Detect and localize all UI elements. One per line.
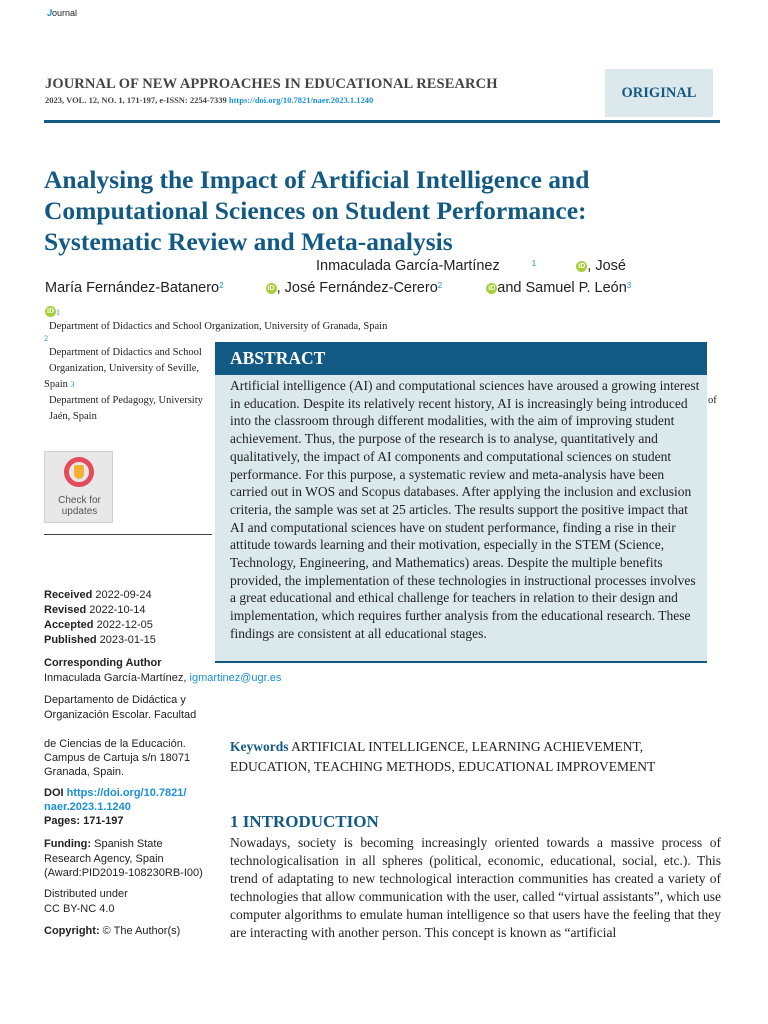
corresponding-address-2: de Ciencias de la Educación. Campus de Cartuja s/n 18071 Granada, Spain.: [44, 738, 191, 778]
affiliation-2: Department of Didactics and School Organization, University of Seville,: [49, 347, 202, 374]
funding-block: Funding: Spanish State Research Agency, Spain (Award:PID2019-108230RB-I00): [44, 838, 203, 879]
article-title: Analysing the Impact of Artificial Intelligence and Computational Sciences on Student Performance: Systematic Review and Meta-analysis: [44, 165, 590, 256]
author-line-2: María Fernández-Batanero$^2$ iD , José Fernández-Cerero$^2$ iD and Samuel P. León$^3$: [45, 280, 632, 296]
abstract-heading: ABSTRACT: [215, 342, 707, 375]
journal-logo: Journal: [47, 8, 78, 18]
abstract-box: [215, 342, 707, 663]
copyright-block: Copyright: © The Author(s): [44, 925, 181, 937]
corresponding-email-link[interactable]: igmartinez@ugr.es: [189, 672, 282, 684]
orcid-line: iD 1: [47, 306, 60, 317]
abstract-text: Artificial intelligence (AI) and computational sciences have aroused a growing interest in education. Despite its relatively recent history, AI is increasingly being introduced into the classroom through different modalities, with the aim of improving student achievement. Thus, the purpose of the research is to analyse, quantitatively and qualitatively, the impact of AI components and computational sciences on student performance. For this purpose, a systematic review and meta-analysis have been carried out in WOS and Scopus databases. After applying the inclusion and exclusion criteria, the sample was set at 25 articles. The results support the positive impact that AI and computational sciences have on student performance, finding a rise in their attitude towards learning and their motivation, especially in the STEM (Science, Technology, Engineering, and Mathematics) areas. Despite the multiple benefits provided, the implementation of these technologies in instructional processes involves a great educational and ethical challenge for teachers in relation to their design and implementation, which requires further analysis from the educational research. These findings are consistent at all educational stages.: [230, 378, 700, 641]
introduction-text: Nowadays, society is becoming increasingly oriented towards a massive process of technologicalisation in all spheres (political, economic, educational, social, etc.). This trend of adaptating to new technological interaction communities has created a variety of technologies that allow communication with the user, called “virtual assistants”, which use computer algorithms to emulate human intelligence so that users have the feeling that they are interacting with another person. This concept is known as “artificial: [230, 835, 721, 940]
bookmark-icon: [64, 457, 94, 487]
corresponding-author: Corresponding Author Inmaculada García-Martínez, igmartinez@ugr.es: [44, 657, 282, 684]
author-name[interactable]: and Samuel P. León: [497, 280, 627, 296]
affiliation-2-country: Spain 3: [44, 379, 75, 390]
orcid-icon[interactable]: iD: [267, 284, 275, 292]
article-type-badge: ORIGINAL: [605, 69, 713, 117]
check-for-updates-badge[interactable]: Check for updates: [44, 451, 113, 523]
journal-meta: 2023, VOL. 12, NO. 1, 171-197, e-ISSN: 2254-7339 https://doi.org/10.7821/naer.2023.1.1240: [45, 95, 374, 105]
date-revised: Revised 2022-10-14: [44, 604, 146, 616]
doi-link[interactable]: https://doi.org/10.7821/: [66, 787, 187, 799]
author-name[interactable]: Inmaculada García-Martínez: [316, 258, 500, 274]
corresponding-address-1: Departamento de Didáctica y Organización Escolar. Facultad: [44, 694, 197, 721]
license-block: Distributed under CC BY-NC 4.0: [44, 888, 128, 915]
sidebar-divider: [44, 534, 212, 535]
journal-name: JOURNAL OF NEW APPROACHES IN EDUCATIONAL RESEARCH: [45, 76, 498, 92]
date-received: Received 2022-09-24: [44, 589, 152, 601]
doi-link-cont[interactable]: naer.2023.1.1240: [44, 801, 131, 813]
author-name[interactable]: María Fernández-Batanero: [45, 280, 220, 296]
date-accepted: Accepted 2022-12-05: [44, 619, 153, 631]
header-divider: [44, 120, 720, 123]
author-name[interactable]: , José Fernández-Cerero: [276, 280, 438, 296]
orcid-icon[interactable]: iD: [578, 262, 586, 270]
affiliation-1: Department of Didactics and School Organization, University of Granada, Spain: [49, 321, 388, 332]
doi-block: DOI https://doi.org/10.7821/ naer.2023.1.1240 Pages: 171-197: [44, 787, 187, 827]
journal-doi-link[interactable]: https://doi.org/10.7821/naer.2023.1.1240: [228, 95, 374, 105]
affiliation-3: Department of Pedagogy, University Jaén, Spain: [49, 395, 203, 422]
date-published: Published 2023-01-15: [44, 634, 156, 646]
introduction-heading: 1 INTRODUCTION: [230, 812, 379, 831]
article-dates: [44, 588, 156, 648]
orcid-icon[interactable]: iD: [47, 306, 54, 315]
keywords: Keywords ARTIFICIAL INTELLIGENCE, LEARNING ACHIEVEMENT, EDUCATION, TEACHING METHODS, EDUCATIONAL IMPROVEMENT: [230, 739, 656, 774]
author-line-1: Inmaculada García-Martínez $^1$ iD , José: [316, 258, 626, 274]
orcid-icon[interactable]: iD: [488, 284, 496, 292]
